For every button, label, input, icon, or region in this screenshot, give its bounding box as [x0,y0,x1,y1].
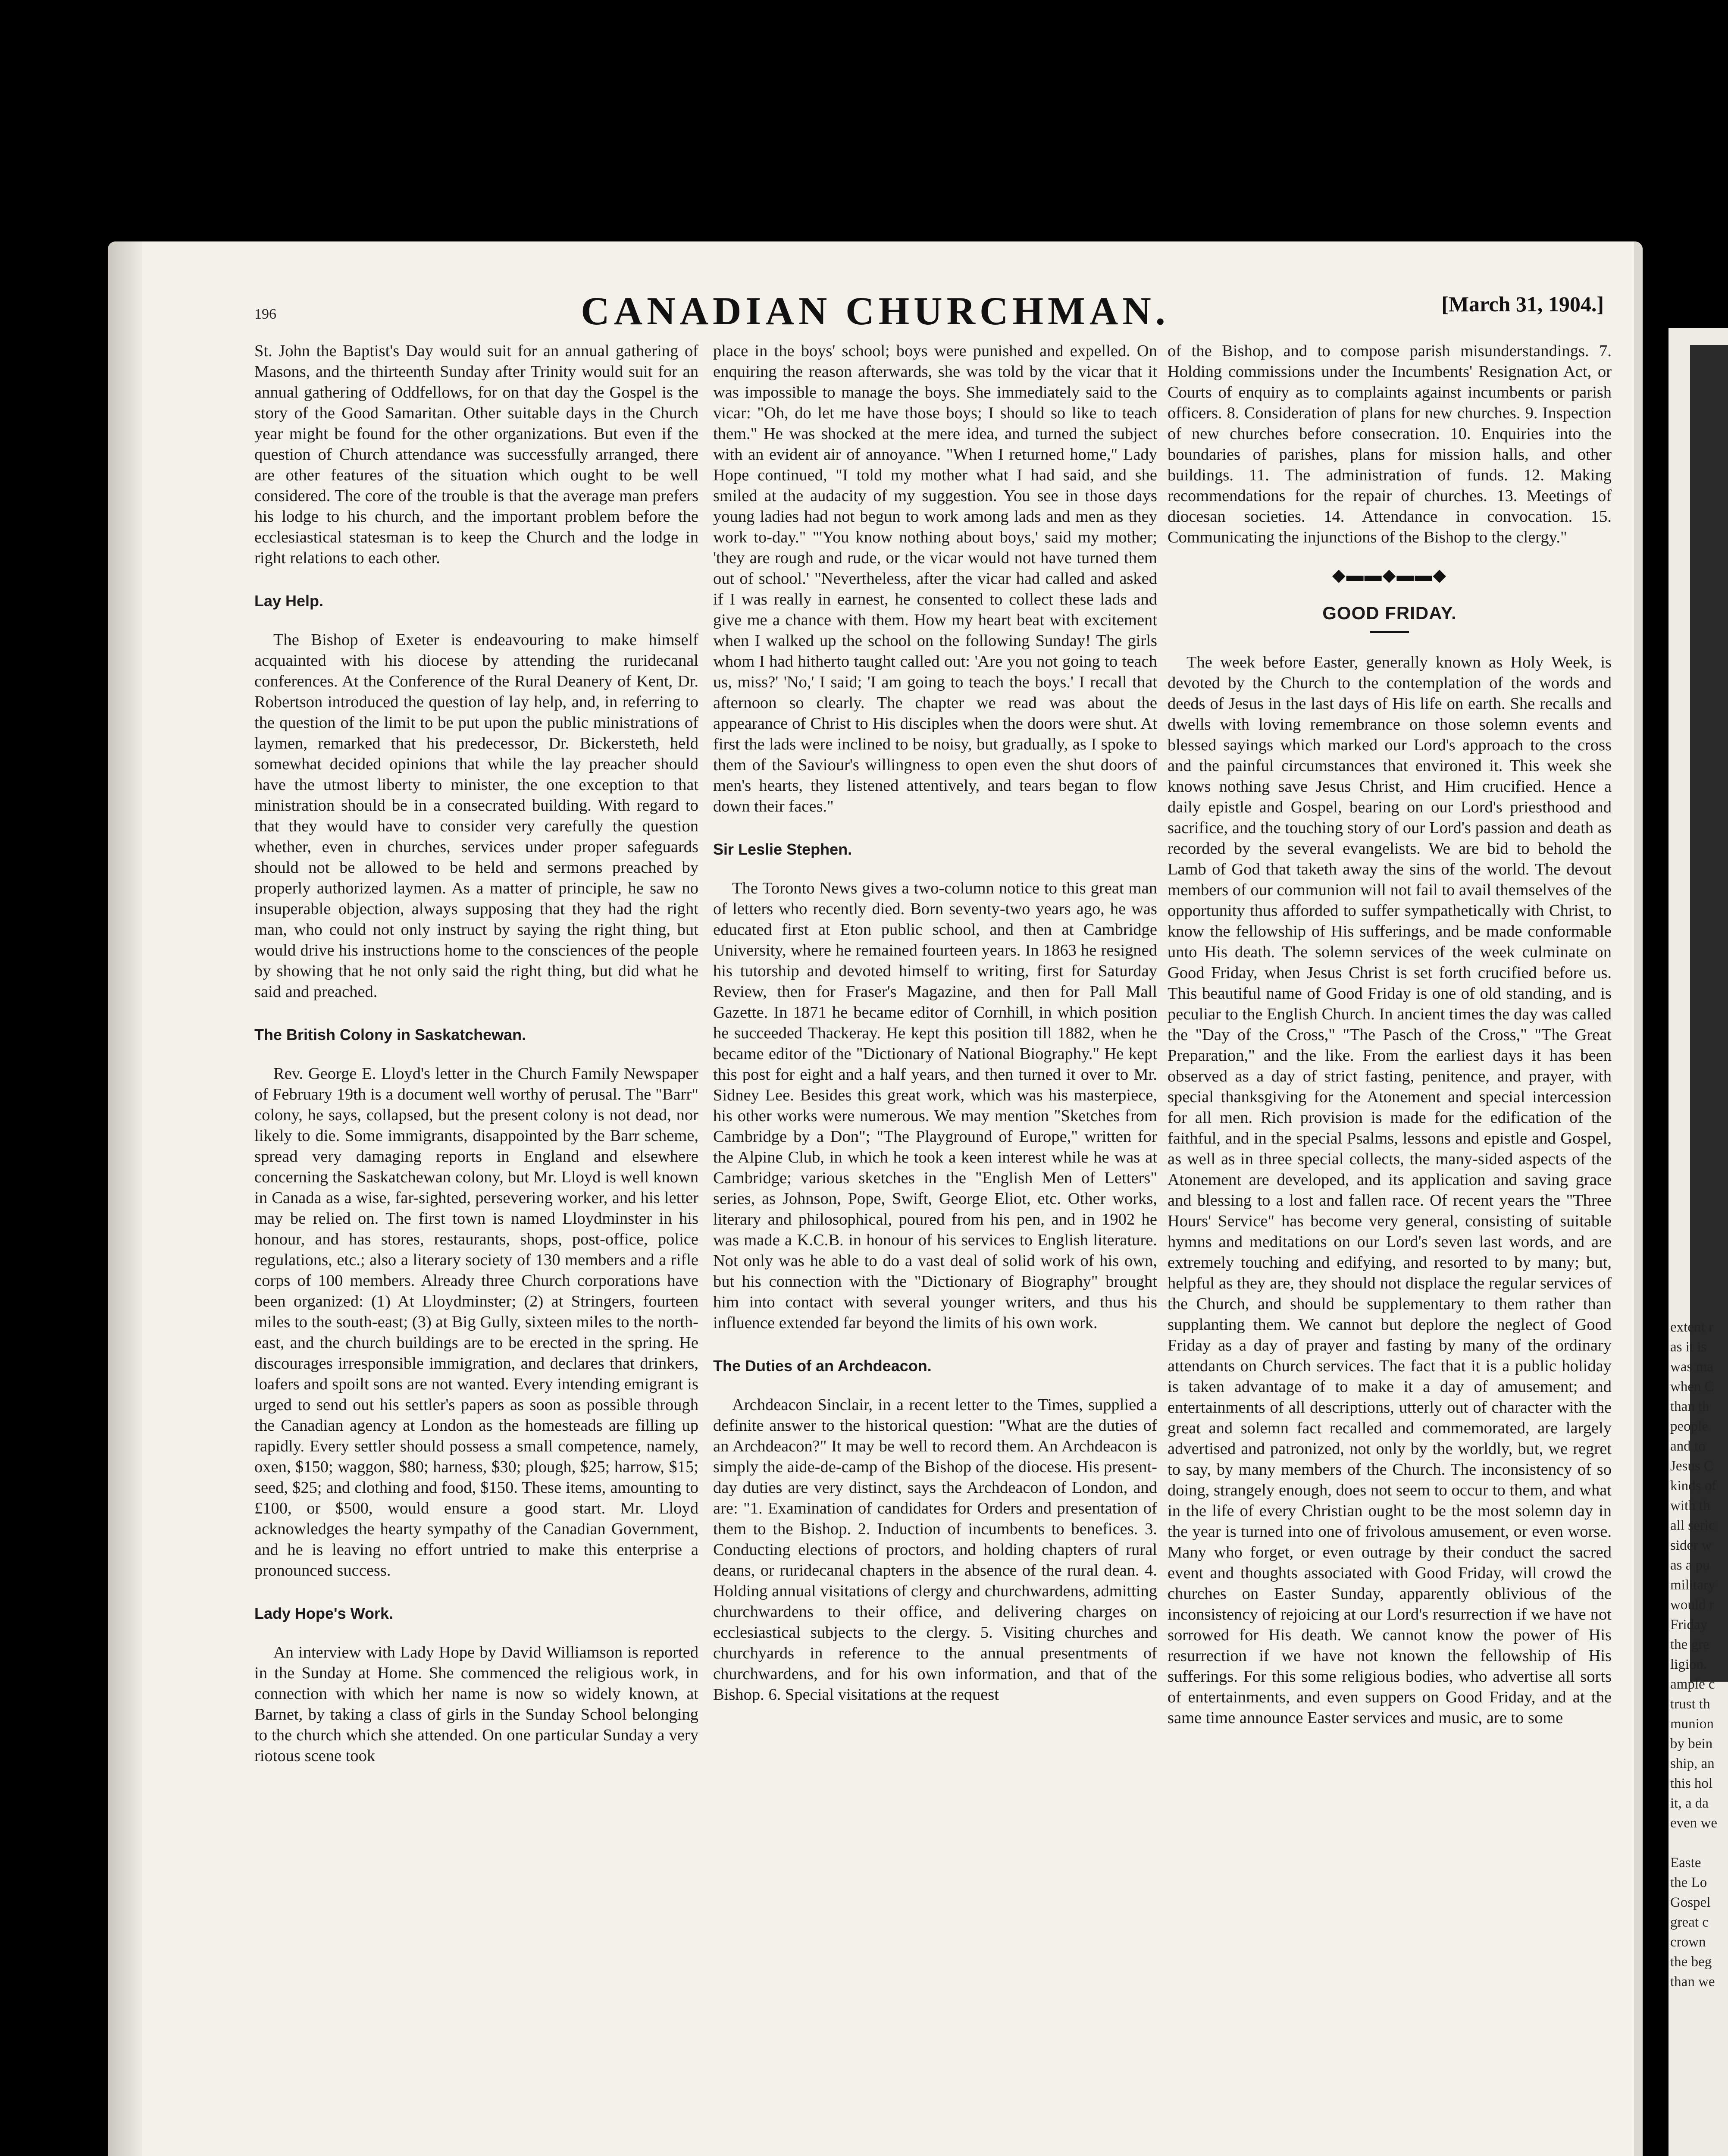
paragraph: The Bishop of Exeter is endeavouring to make himself acquainted with his diocese by attending the ruridecanal conferences. At the Conference of the Rural Deanery of Kent, Dr. Robertson introduced the question of lay help, and, in referring to the question of the limit to be put upon the public ministrations of laymen, remarked that his predecessor, Dr. Bickersteth, held somewhat decided opinions that while the lay preacher should have the utmost liberty to minister, the one exception to that ministration should be in a consecrated building. With regard to that they would have to consider very carefully the question whether, even in churches, services under proper safeguards should not be allowed to be held and sermons preached by properly authorized laymen. As a matter of principle, he saw no insuperable objection, always supposing that they had the right man, who could not only instruct by saying the right thing, but would drive his instructions home to the consciences of the people by showing that he not only said the right thing, but did what he said and preached. [254,631,698,1001]
facing-page-line: ligion. [1670,1657,1707,1672]
section-heading: Lady Hope's Work. [254,1604,393,1622]
facing-page-line: crown [1670,1934,1706,1950]
facing-page-line: the gre [1670,1637,1709,1652]
facing-page-line: as a pu [1670,1557,1710,1573]
page-gutter [108,241,142,2156]
facing-page-line: people [1670,1419,1708,1434]
facing-page-line: than th [1670,1399,1709,1414]
facing-page-line: great c [1670,1915,1709,1930]
page-edge [1634,241,1643,2156]
facing-page-line: ample c [1670,1677,1715,1692]
facing-page-line: the Lo [1670,1875,1707,1890]
article-title: GOOD FRIDAY. [1322,603,1457,623]
facing-page-fragment [1669,328,1728,2156]
newspaper-page [108,241,1643,2156]
column-2 [713,341,1157,1722]
facing-page-line: would r [1670,1597,1714,1613]
paragraph: The week before Easter, generally known as Holy Week, is devoted by the Church to the contemplation of the words and deeds of Jesus in the last days of His life on earth. She recalls and dwells with loving remembrance on those solemn events and blessed sayings which marked our Lord's approach to the cross and the painful circumstances that environed it. This week she knows nothing save Jesus Christ, and Him crucified. Hence a daily epistle and Gospel, bearing on our Lord's priesthood and sacrifice, and the touching story of our Lord's passion and death as recorded by the several evangelists. We are bid to behold the Lamb of God that taketh away the sins of the world. The devout members of our communion will not fail to avail themselves of the opportunity thus afforded to suffer sympathetically with Christ, to know the fellowship of His sufferings, and be made conformable unto His death. The solemn services of the week culminate on Good Friday, when Jesus Christ is set forth crucified before us. This beautiful name of Good Friday is one of old standing, and is peculiar to the English Church. In ancient times the day was called the "Day of the Cross," "The Pasch of the Cross," "The Great Preparation," and the like. From the earliest days it has been observed as a day of strict fasting, penitence, and prayer, with special thanksgiving for the Atonement and special intercession for all men. Rich provision is made for the edification of the faithful, and in the special Psalms, lessons and epistle and Gospel, as well as in three special collects, the many-sided aspects of the Atonement are developed, and its application and saving grace and blessing to a lost and fallen race. Of recent years the "Three Hours' Service" has become very general, consisting of suitable hymns and meditations on our Lord's seven last words, and are extremely touching and edifying, and resorted to by many; but, helpful as they are, they should not displace the regular services of the Church, and should be supplementary to them rather than supplanting them. We cannot but deplore the neglect of Good Friday as a day of prayer and fasting by many of the ordinary attendants on Church services. The fact that it is a public holiday is taken advantage of to make it a day of amusement; and entertainments of all descriptions, utterly out of character with the great and solemn fact recalled and commemorated, are largely advertised and patronized, not only by the worldly, but, we regret to say, by many members of the Church. The inconsistency of so doing, strangely enough, does not seem to occur to them, and what in the life of every Christian ought to be the most solemn day in the year is turned into one of frivolous amusement, or even worse. Many who forget, or even outrage by their conduct the sacred event and thoughts associated with Good Friday, will crowd the churches on Easter Sunday, apparently oblivious of the inconsistency of rejoicing at our Lord's resurrection if we have not sorrowed for His death. We cannot know the power of His resurrection if we have not known the fellowship of His sufferings. For this some religious bodies, who advertise all sorts of entertainments, and even suppers on Good Friday, and at the same time announce Easter services and music, are to some [1168,653,1612,1727]
facing-page-line: than we [1670,1974,1715,1990]
facing-page-line: this hol [1670,1776,1713,1791]
column-1 [254,341,698,1783]
facing-page-line: with th [1670,1498,1710,1514]
title-rule [1370,631,1409,633]
issue-date: [March 31, 1904.] [1441,292,1604,316]
facing-page-line: the beg [1670,1954,1712,1970]
facing-page-line: trust th [1670,1696,1710,1712]
facing-page-line: ship, an [1670,1756,1715,1771]
facing-page-line: by bein [1670,1736,1713,1752]
facing-page-line: Jesus C [1670,1458,1713,1474]
paragraph: The Toronto News gives a two-column notice to this great man of letters who recently died. Born seventy-two years ago, he was educated first at Eton public school, and then at Cambridge University, where he remained fourteen years. In 1863 he resigned his tutorship and devoted himself to writing, first for Saturday Review, then for Fraser's Magazine, and then for Pall Mall Gazette. In 1871 he became editor of Cornhill, in which position he succeeded Thackeray. He kept this position till 1882, when he became editor of the "Dictionary of National Biography." He kept this post for eight and a half years, and then turned it over to Mr. Sidney Lee. Besides this great work, which was his masterpiece, his other works were numerous. We may mention "Sketches from Cambridge by a Don"; "The Playground of Europe," written for the Alpine Club, in which he took a keen interest while he was at Cambridge; various sketches in the "English Men of Letters" series, as Johnson, Pope, Swift, George Eliot, etc. Other works, literary and philosophical, poured from his pen, and in 1902 he was made a K.C.B. in honour of his services to English literature. Not only was he able to do a vast deal of solid work of his own, but his connection with the "Dictionary of Biography" brought him into contact with several younger writers, and thus his influence extended far beyond the limits of his own work. [713,879,1157,1332]
paragraph: Rev. George E. Lloyd's letter in the Church Family Newspaper of February 19th is a document well worthy of perusal. The "Barr" colony, he says, collapsed, but the present colony is not dead, nor likely to die. Some immigrants, disappointed by the Barr scheme, spread very damaging reports in England and elsewhere concerning the Saskatchewan colony, but Mr. Lloyd is well known in Canada as a wise, far-sighted, persevering worker, and his letter may be relied on. The first town is named Lloydminster in his honour, and has stores, restaurants, shops, post-office, police regulations, etc.; also a literary society of 130 members and a rifle corps of 100 members. Already three Church corporations have been organized: (1) At Lloydminster; (2) at Stringers, fourteen miles to the south-east; (3) at Big Gully, sixteen miles to the north-east, and the church buildings are to be erected in the spring. He discourages irresponsible immigration, and declares that drinkers, loafers and spoilt sons are not wanted. Every intending emigrant is urged to send out his settler's papers as soon as possible through the Canadian agency at London as the homesteads are filling up rapidly. Every settler should possess a small competence, namely, oxen, $150; waggon, $80; harness, $30; plough, $25; harrow, $15; seed, $25; and clothing and food, $150. These items, amounting to £100, or $500, would ensure a good start. Mr. Lloyd acknowledges the hearty sympathy of the Canadian Government, and he is leaving no effort untried to make this enterprise a pronounced success. [254,1065,698,1579]
facing-page-line: even we [1670,1815,1718,1831]
facing-page-line: it, a da [1670,1796,1709,1811]
paragraph: Archdeacon Sinclair, in a recent letter to the Times, supplied a definite answer to the historical question: "What are the duties of an Archdeacon?" It may be well to record them. An Archdeacon is simply the aide-de-camp of the Bishop of the diocese. His present-day duties are very distinct, says the Archdeacon of London, and are: "1. Examination of candidates for Orders and presentation of them to the Bishop. 2. Induction of incumbents to benefices. 3. Conducting elections of proctors, and holding chapters of rural deans, or ruridecanal chapters in the absence of the rural dean. 4. Holding annual visitations of clergy and churchwardens, admitting churchwardens to their office, and delivering charges on ecclesiastical subjects to the clergy. 5. Visiting churches and churchyards in reference to the annual presentments of churchwardens, and for his own information, and that of the Bishop. 6. Special visitations at the request [713,1396,1157,1704]
paragraph: St. John the Baptist's Day would suit for an annual gathering of Masons, and the thirteenth Sunday after Trinity would suit for an annual gathering of Oddfellows, for on that day the Gospel is the story of the Good Samaritan. Other suitable days in the Church year might be found for the other organizations. But even if the question of Church attendance was successfully arranged, there are other features of the situation which ought to be well considered. The core of the trouble is that the average man prefers his lodge to his church, and the important problem before the ecclesiastical statesman is to keep the Church and the lodge in right relations to each other. [254,342,698,567]
paragraph: An interview with Lady Hope by David Williamson is reported in the Sunday at Home. She commenced the religious work, in connection with which her name is now so widely known, at Barnet, by taking a class of girls in the Sunday School belonging to the church which she attended. On one particular Sunday a very riotous scene took [254,1643,698,1765]
facing-page-line: as it is [1670,1339,1707,1355]
section-heading: Sir Leslie Stephen. [713,840,852,858]
facing-page-line: all seric [1670,1518,1715,1533]
paragraph: of the Bishop, and to compose parish misunderstandings. 7. Holding commissions under the Incumbents' Resignation Act, or Courts of enquiry as to complaints against incumbents or parish officers. 8. Consideration of plans for new churches. 9. Inspection of new churches before consecration. 10. Enquiries into the boundaries of parishes, plans for mission halls, and other buildings. 11. The administration of funds. 12. Making recommendations for the repair of churches. 13. Meetings of diocesan societies. 14. Attendance in convocation. 15. Communicating the injunctions of the Bishop to the clergy." [1168,342,1612,546]
facing-page-line: and to [1670,1438,1706,1454]
facing-page-line: was ma [1670,1359,1713,1375]
facing-page-line: military [1670,1577,1715,1593]
facing-page-line: kinds of [1670,1478,1717,1494]
page-number: 196 [254,306,276,322]
facing-page-line: when C [1670,1379,1714,1395]
ornamental-divider: ◆▬▬◆▬▬◆ [1332,565,1447,585]
column-3 [1168,341,1612,1745]
facing-page-line: extent r [1670,1319,1713,1335]
section-heading: The Duties of an Archdeacon. [713,1357,932,1375]
facing-page-line: munion [1670,1716,1714,1732]
section-heading: Lay Help. [254,592,324,610]
paragraph: place in the boys' school; boys were punished and expelled. On enquiring the reason afterwards, she was told by the vicar that it was impossible to manage the boys. She immediately said to the vicar: "Oh, do let me have those boys; I should so like to teach them." He was shocked at the mere idea, and turned the subject with an evident air of annoyance. "When I returned home," Lady Hope continued, "I told my mother what I had said, and she smiled at the audacity of my suggestion. You see in those days young ladies had not begun to work among lads and men as they work to-day." "'You know nothing about boys,' said my mother; 'they are rough and rude, or the vicar would not have turned them out of school.' "Nevertheless, after the vicar had called and asked if I was really in earnest, he consented to collect these lads and give me a chance with them. How my heart beat with excitement when I walked up the school on the following Sunday! The girls whom I had hitherto taught called out: 'Are you not going to teach us, miss?' 'No,' I said; 'I am going to teach the boys.' I recall that afternoon so clearly. The chapter we read was about the appearance of Christ to His disciples when the doors were shut. At first the lads were inclined to be noisy, but gradually, as I spoke to them of the Saviour's willingness to open even the shut doors of men's hearts, they listened attentively, and tears began to flow down their faces." [713,342,1157,815]
facing-page-line: sider w [1670,1538,1712,1553]
section-heading: The British Colony in Saskatchewan. [254,1026,526,1044]
masthead: CANADIAN CHURCHMAN. [581,289,1170,333]
facing-page-line: Gospel [1670,1895,1711,1910]
facing-page-line: Easte [1670,1855,1701,1871]
facing-page-line: Friday [1670,1617,1708,1633]
